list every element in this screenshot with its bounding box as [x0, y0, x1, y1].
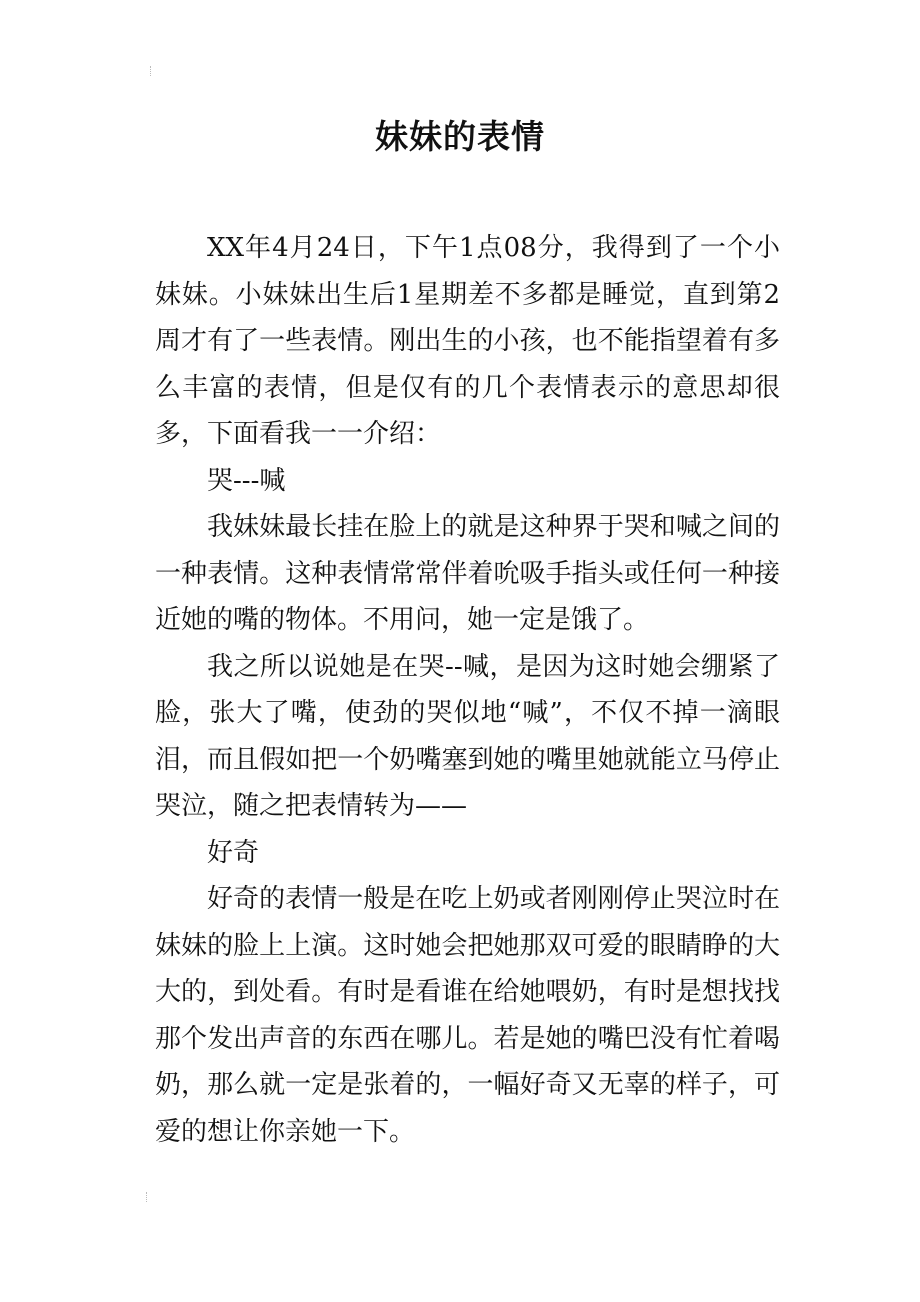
corner-mark-bottom: [146, 1192, 153, 1202]
document-title: 妹妹的表情: [375, 117, 545, 156]
section-heading-cry-shout: 哭---喊: [207, 465, 286, 496]
document-body: [155, 225, 780, 1155]
paragraph-curious: 好奇的表情一般是在吃上奶或者刚刚停止哭泣时在妹妹的脸上上演。这时她会把她那双可爱的眼睛睁的大大的，到处看。有时是看谁在给她喂奶，有时是想找找那个发出声音的东西在哪儿。若是她的嘴巴没有忙着喝奶，那么就一定是张着的，一幅好奇又无辜的样子，可爱的想让你亲她一下。: [155, 884, 780, 1147]
paragraph-cry-shout-2: 我之所以说她是在哭--喊，是因为这时她会绷紧了脸，张大了嘴，使劲的哭似地“喊”，不仅不掉一滴眼泪，而且假如把一个奶嘴塞到她的嘴里她就能立马停止哭泣，随之把表情转为——: [155, 651, 780, 821]
section-heading-curious: 好奇: [207, 837, 260, 868]
paragraph-cry-shout-1: 我妹妹最长挂在脸上的就是这种界于哭和喊之间的一种表情。这种表情常常伴着吮吸手指头或任何一种接近她的嘴的物体。不用问，她一定是饿了。: [155, 512, 780, 635]
paragraph-intro: XX年4月24日，下午1点08分，我得到了一个小妹妹。小妹妹出生后1星期差不多都是睡觉，直到第2周才有了一些表情。刚出生的小孩，也不能指望着有多么丰富的表情，但是仅有的几个表情表示的意思却很多，下面看我一一介绍：: [155, 233, 780, 449]
corner-mark-top: [150, 66, 157, 76]
